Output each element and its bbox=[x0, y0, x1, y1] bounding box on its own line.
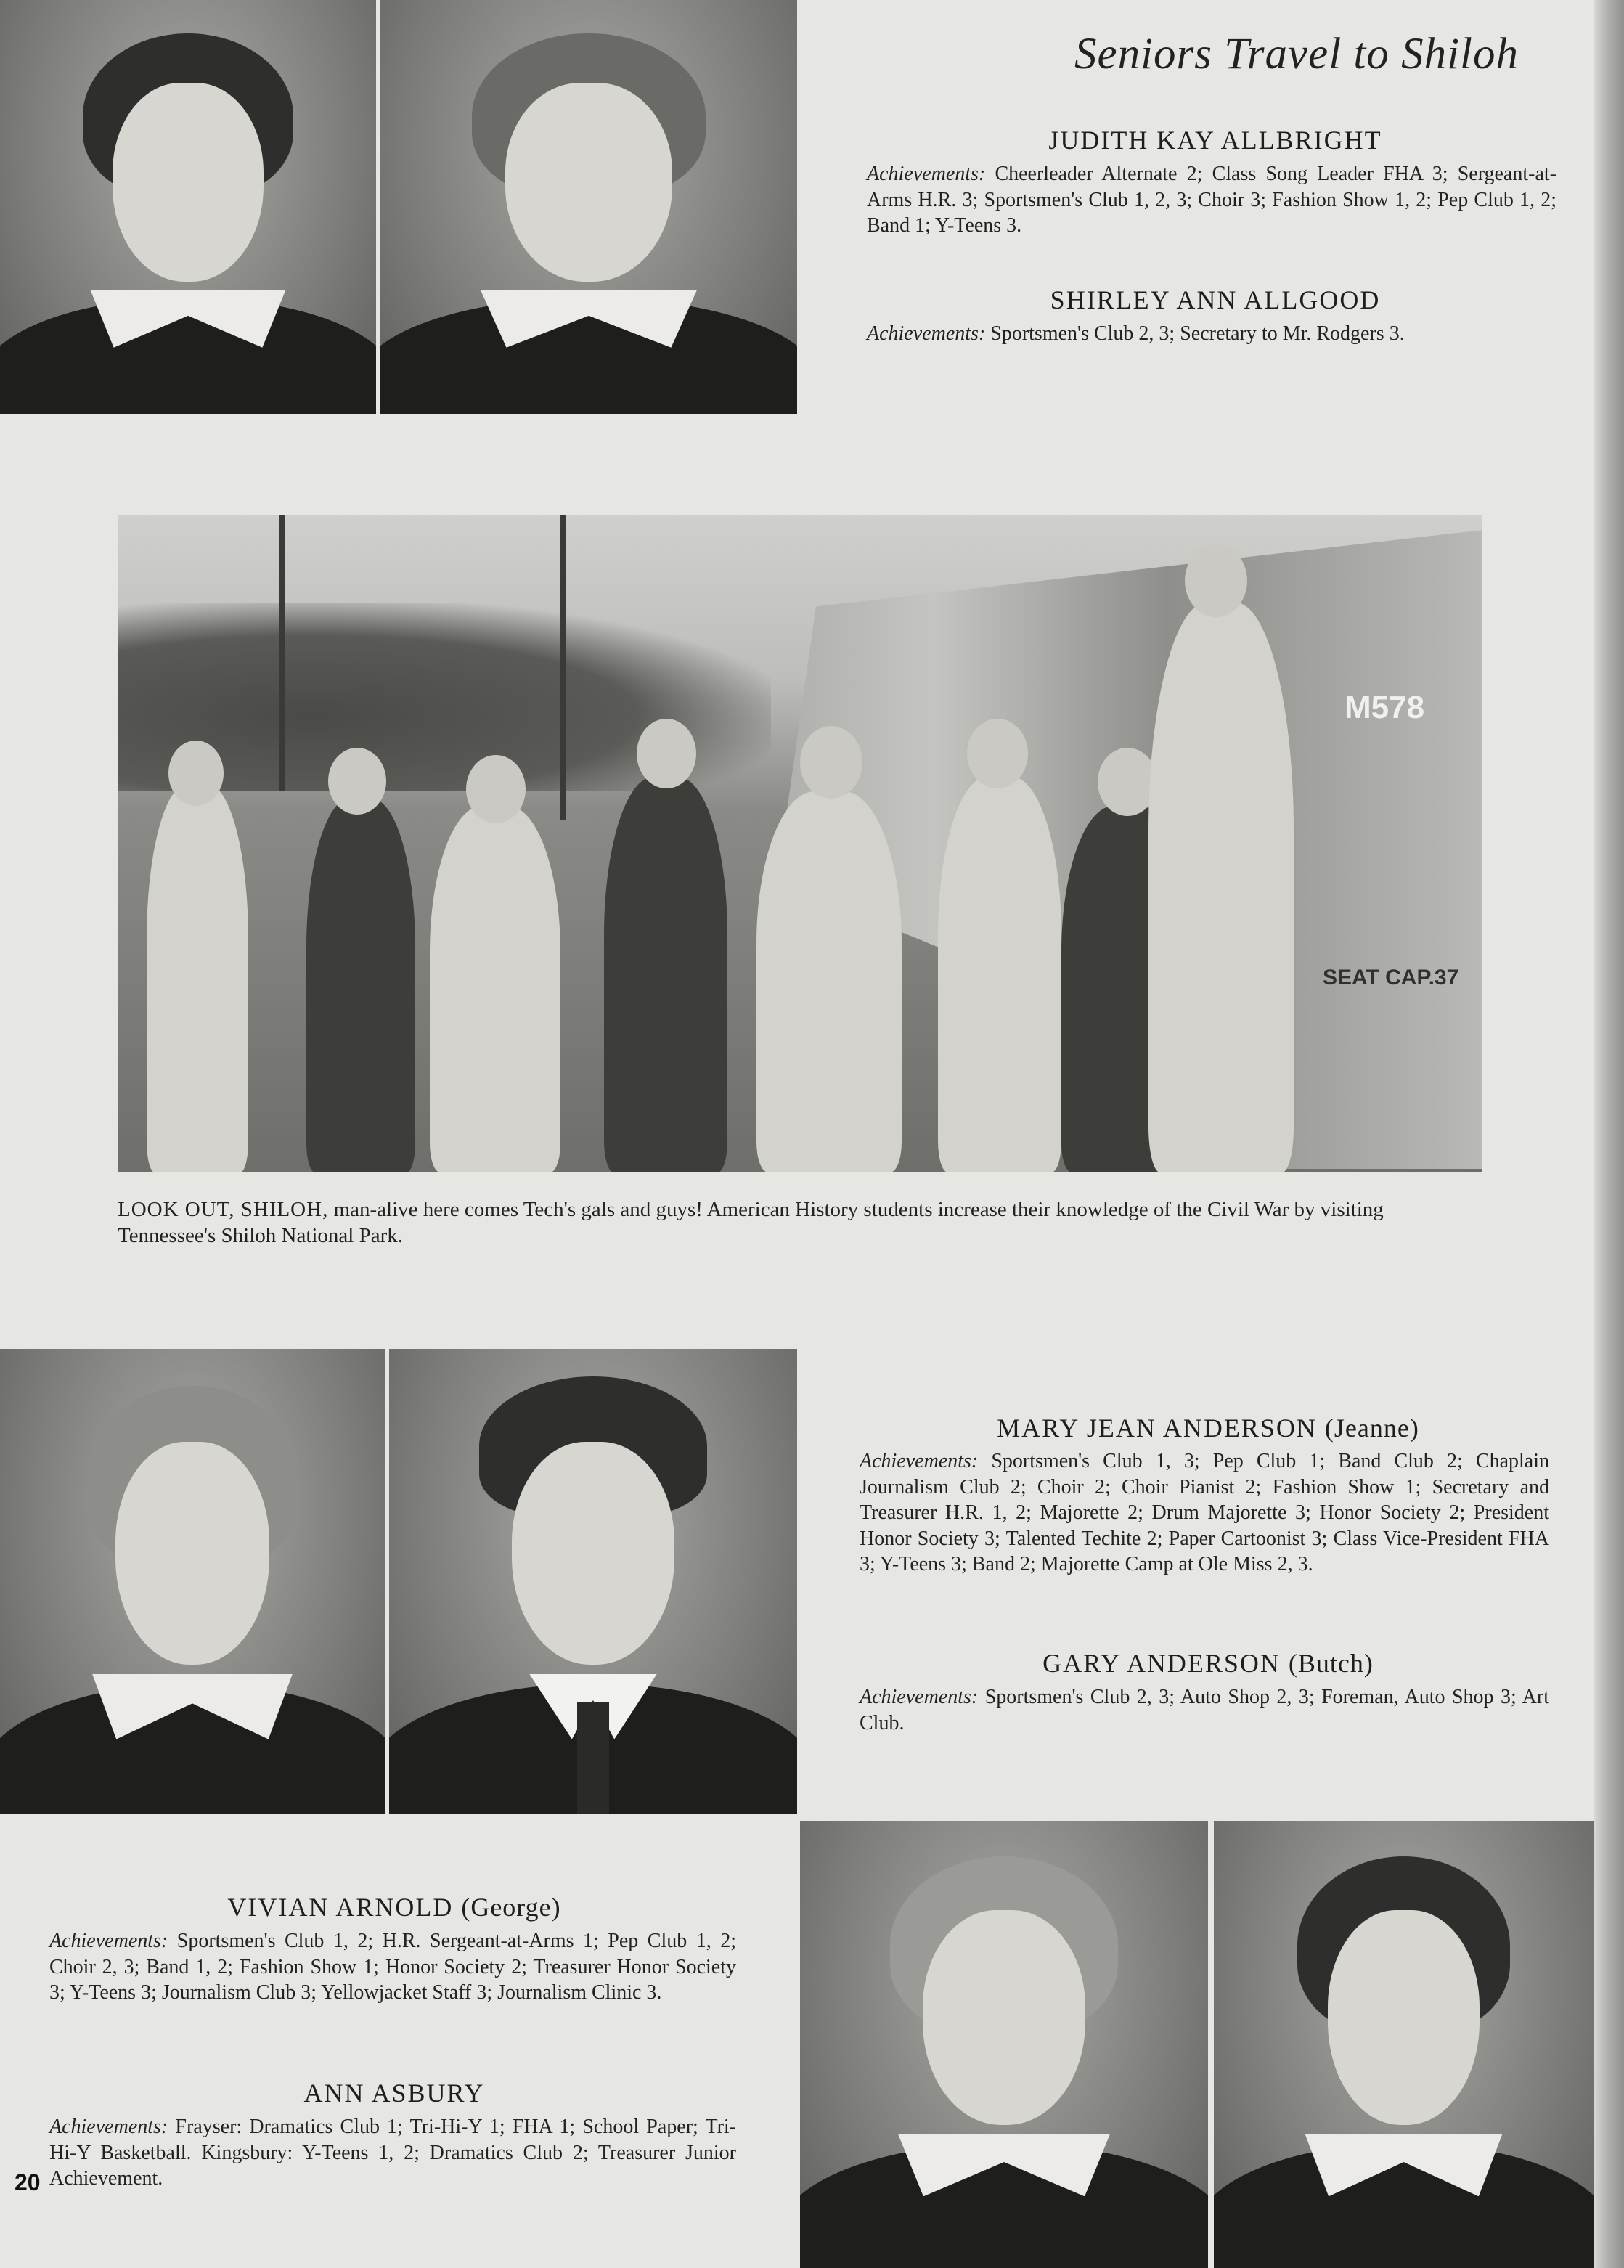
achievements-vivian-arnold: Achievements: Sportsmen's Club 1, 2; H.R. Sergeant-at-Arms 1; Pep Club 1, 2; Choir 2, 3; Band 1, 2; Fashion Show 1; Honor Society 2; Treasurer Honor Society 3; Y-Teens 3; Journalism Club 3; Yellowjacket Staff 3; Journalism Clinic 3. bbox=[49, 1930, 737, 2004]
student-figure bbox=[430, 806, 560, 1172]
student-figure bbox=[756, 791, 902, 1172]
student-head bbox=[1185, 544, 1247, 617]
student-figure bbox=[604, 777, 727, 1172]
portrait-mary-jean-anderson bbox=[0, 1349, 385, 1814]
photo-caption: LOOK OUT, SHILOH, man-alive here comes Tech's gals and guys! American History students increase their knowledge of the Civil War by visiting Tennessee's Shiloh National Park. bbox=[118, 1198, 1384, 1247]
student-head bbox=[967, 719, 1028, 788]
senior-name-vivian-arnold: VIVIAN ARNOLD (George) bbox=[227, 1893, 561, 1922]
bus-seat-capacity: SEAT CAP.37 bbox=[1323, 966, 1459, 990]
bus-number: M578 bbox=[1345, 690, 1425, 725]
senior-name-shirley-allgood: SHIRLEY ANN ALLGOOD bbox=[1050, 285, 1381, 314]
utility-pole bbox=[279, 515, 285, 791]
achievements-gary-anderson: Achievements: Sportsmen's Club 2, 3; Auto Shop 2, 3; Foreman, Auto Shop 3; Art Club. bbox=[860, 1686, 1549, 1734]
achievements-ann-asbury: Achievements: Frayser: Dramatics Club 1; Tri-Hi-Y 1; FHA 1; School Paper; Tri-Hi-Y Basketball. Kingsbury: Y-Teens 1, 2; Dramatics Club 2; Treasurer Junior Achievement. bbox=[49, 2116, 737, 2190]
portrait-ann-asbury bbox=[1214, 1821, 1594, 2268]
group-photo-shiloh-trip bbox=[118, 515, 1482, 1172]
portrait-gary-anderson bbox=[389, 1349, 797, 1814]
achievements-mary-jean-anderson: Achievements: Sportsmen's Club 1, 3; Pep Club 1; Band Club 2; Chaplain Journalism Club 2; Choir 2; Choir Pianist 2; Fashion Show 1; Secretary and Treasurer H.R. 1, 2; Majorette 2; Drum Majorette 3; Honor Society 2; President Honor Society 3; Talented Techite 2; Paper Cartoonist 3; Class Vice-President FHA 3; Y-Teens 3; Band 2; Majorette Camp at Ole Miss 2, 3. bbox=[860, 1450, 1549, 1575]
student-head bbox=[328, 748, 386, 815]
senior-name-gary-anderson: GARY ANDERSON (Butch) bbox=[1042, 1649, 1374, 1678]
achievements-judith-allbright: Achievements: Cheerleader Alternate 2; Class Song Leader FHA 3; Sergeant-at-Arms H.R. 3; Sportsmen's Club 1, 2, 3; Choir 3; Fashion Show 1, 2; Pep Club 1, 2; Band 1; Y-Teens 3. bbox=[867, 163, 1556, 237]
achievements-shirley-allgood: Achievements: Sportsmen's Club 2, 3; Secretary to Mr. Rodgers 3. bbox=[867, 322, 1405, 345]
student-figure bbox=[938, 777, 1061, 1172]
senior-name-ann-asbury: ANN ASBURY bbox=[303, 2079, 485, 2108]
student-figure bbox=[147, 784, 248, 1172]
senior-name-mary-jean-anderson: MARY JEAN ANDERSON (Jeanne) bbox=[997, 1414, 1419, 1443]
senior-name-judith-allbright: JUDITH KAY ALLBRIGHT bbox=[1048, 126, 1382, 155]
page-spine-shadow bbox=[1594, 0, 1624, 2268]
student-head bbox=[637, 719, 696, 788]
page-number: 20 bbox=[15, 2169, 41, 2195]
utility-pole bbox=[560, 515, 566, 820]
student-head bbox=[800, 726, 862, 799]
student-head bbox=[466, 755, 526, 823]
portrait-shirley-allgood bbox=[380, 0, 797, 414]
portrait-judith-allbright bbox=[0, 0, 376, 414]
student-figure bbox=[306, 799, 415, 1172]
student-figure bbox=[1148, 603, 1294, 1172]
portrait-vivian-arnold bbox=[800, 1821, 1208, 2268]
student-head bbox=[168, 741, 224, 806]
page-title: Seniors Travel to Shiloh bbox=[1074, 30, 1519, 78]
